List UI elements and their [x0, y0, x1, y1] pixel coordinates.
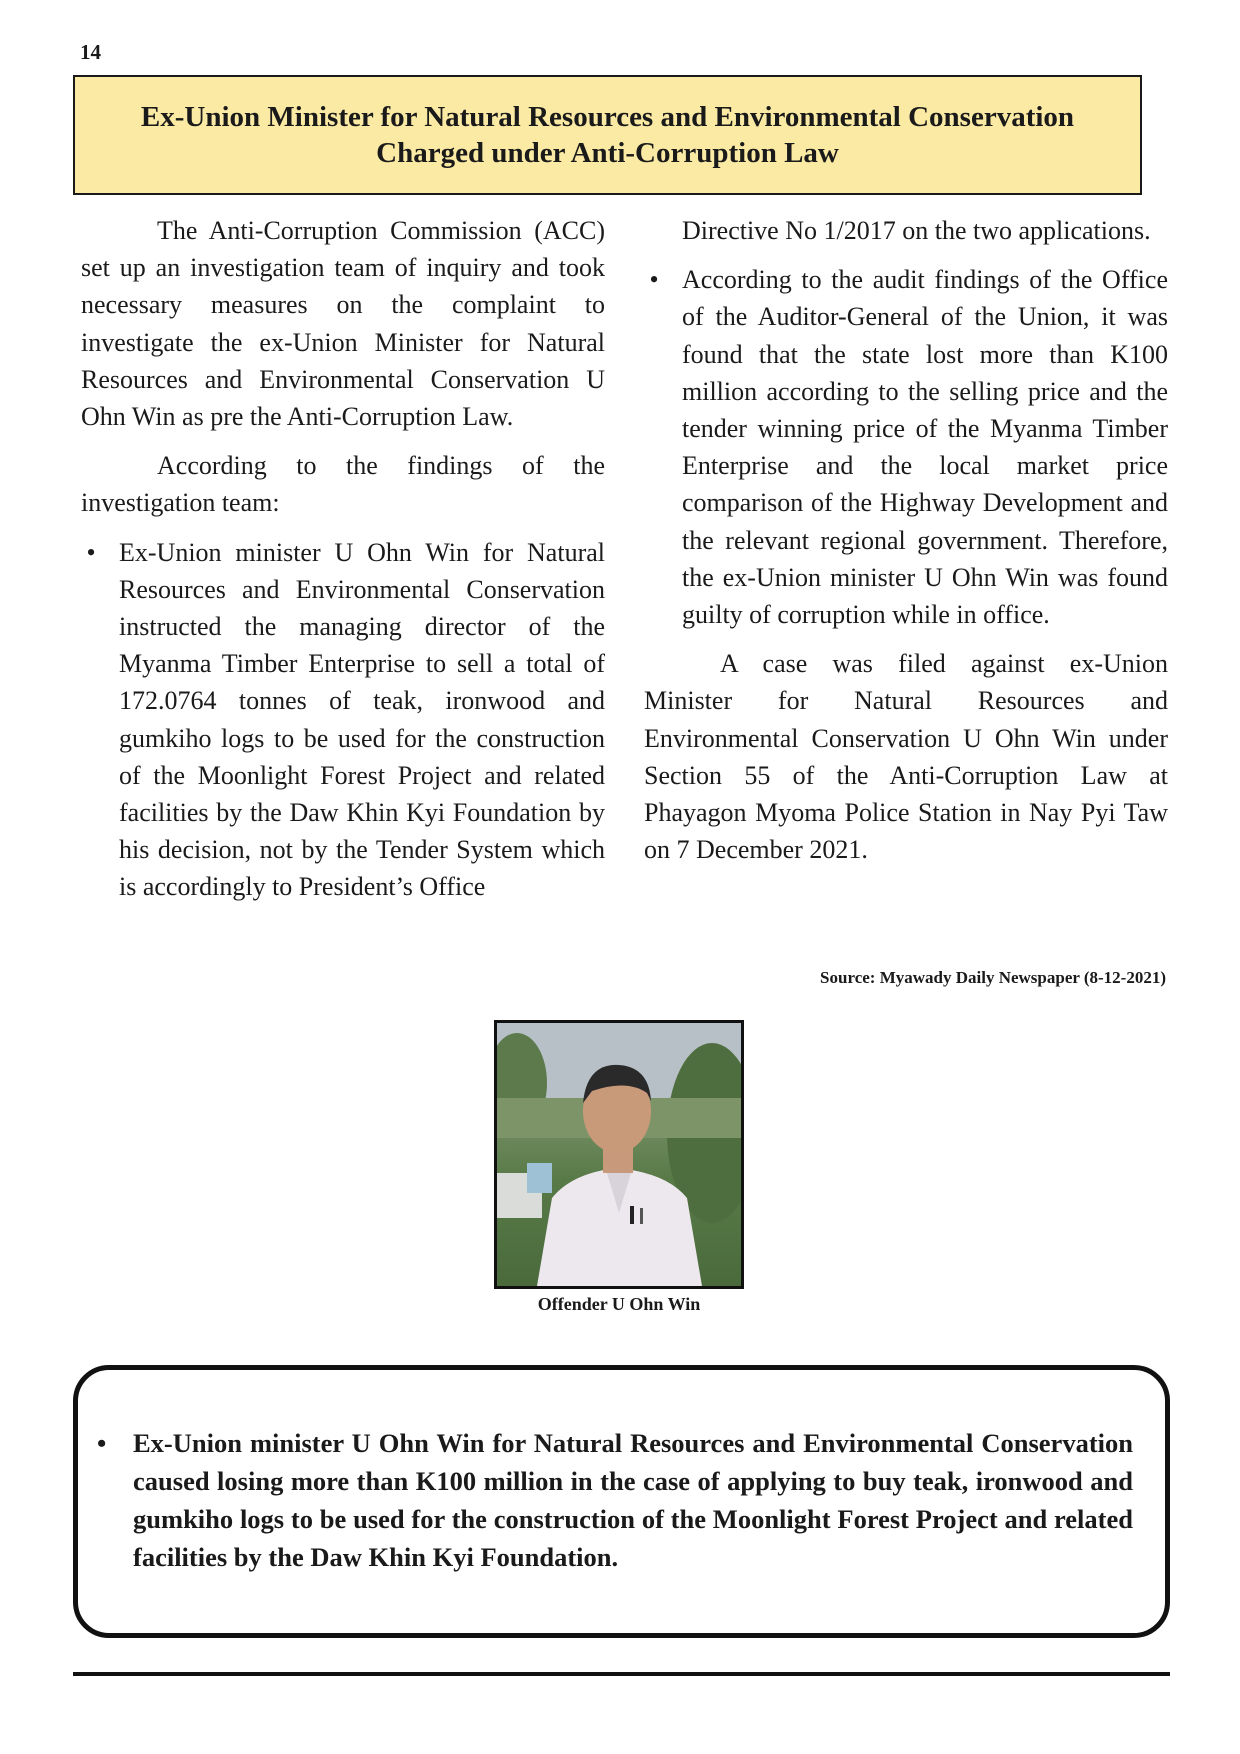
intro-paragraph: The Anti-Corruption Commission (ACC) set up an investigation team of inquiry and took necessary measures on the complaint to investigate the ex-Union Minister for Natural Resources and Environmental Conservation U Ohn Win as pre the Anti-Corruption Law. — [81, 216, 605, 432]
photo-caption: Offender U Ohn Win — [537, 1294, 701, 1314]
headline-banner — [73, 75, 1142, 195]
finding-bullet-1-continuation: Directive No 1/2017 on the two applications. — [682, 216, 1151, 245]
page-number: 14 — [80, 40, 101, 64]
summary-text: Ex-Union minister U Ohn Win for Natural Resources and Environmental Conservation caused losing more than K100 million in the case of applying to buy teak, ironwood and gumkiho logs to be used for the construction of the Moonlight Forest Project and related facilities by the Daw Khin Kyi Foundation. — [133, 1428, 1133, 1572]
headline-line-2: Charged under Anti-Corruption Law — [376, 137, 839, 169]
footer-divider — [73, 1672, 1170, 1676]
finding-bullet-2-text: According to the audit findings of the Office of the Auditor-General of the Union, it was found that the state lost more than K100 million according to the selling price and the tender winning price of the Myanma Timber Enterprise and the local market price comparison of the Highway Development and the relevant regional government. Therefore, the ex-Union minister U Ohn Win was found guilty of corruption while in office. — [682, 265, 1168, 630]
summary-box — [73, 1365, 1170, 1638]
source-credit: Source: Myawady Daily Newspaper (8-12-2021) — [820, 968, 1166, 987]
bullet-icon: • — [649, 265, 659, 295]
headline-line-1: Ex-Union Minister for Natural Resources and Environmental Conservation — [140, 101, 1075, 133]
article-column-right — [644, 212, 1168, 880]
portrait-illustration — [497, 1023, 741, 1286]
finding-bullet-1 — [81, 534, 605, 906]
finding-bullet-2 — [644, 261, 1168, 633]
bullet-icon: • — [86, 537, 96, 567]
offender-photo — [494, 1020, 744, 1289]
closing-paragraph: A case was filed against ex-Union Minister for Natural Resources and Environmental Conservation U Ohn Win under Section 55 of the Anti-Corruption Law at Phayagon Myoma Police Station in Nay Pyi Taw on 7 December 2021. — [644, 649, 1168, 865]
summary-bullet — [97, 1424, 1133, 1576]
article-column-left — [81, 212, 605, 918]
finding-bullet-1-text: Ex-Union minister U Ohn Win for Natural Resources and Environmental Conservation instructed the managing director of the Myanma Timber Enterprise to sell a total of 172.0764 tonnes of teak, ironwood and gumkiho logs to be used for the construction of the Moonlight Forest Project and related facilities by the Daw Khin Kyi Foundation by his decision, not by the Tender System which is accordingly to President’s Office — [119, 537, 605, 902]
findings-intro-paragraph: According to the findings of the investigation team: — [81, 451, 605, 518]
bullet-icon: • — [97, 1428, 107, 1458]
